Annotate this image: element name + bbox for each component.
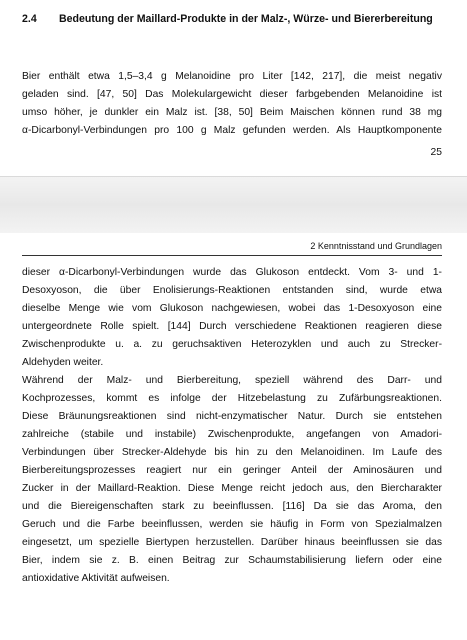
text-line: Bier enthält etwa 1,5–3,4 g Melanoidine pro Liter [142, 217], die meist negativ: [22, 71, 442, 82]
text-line: Während der Malz- und Bierbereitung, speziell während des Darr- und: [22, 375, 442, 386]
text-line: antioxidative Aktivität aufweisen.: [22, 573, 170, 584]
header-rule: [22, 255, 442, 256]
text-line: Desoxyoson, die über Enolisierungs-Reaktionen entstanden sind, wurde etwa: [22, 285, 442, 296]
text-line: Kochprozesses, kommt es infolge der Hitzebelastung zu Zufärbungsreaktionen.: [22, 393, 442, 404]
section-number: 2.4: [22, 13, 37, 25]
text-line: Bierbereitungsprozesses reagiert nur ein geringer Anteil der Aminosäuren und: [22, 465, 442, 476]
text-line: eingesetzt, um spezielle Biertypen herzustellen. Darüber hinaus beeinflussen sie das: [22, 537, 442, 548]
text-line: Diese Bräunungsreaktionen sind nicht-enzymatischer Natur. Durch sie entstehen: [22, 411, 442, 422]
text-line: Verbindungen über Strecker-Aldehyde bis hin zu den Melanoidinen. Im Laufe des: [22, 447, 442, 458]
text-line: Geruch und die Farbe beeinflussen, werden sie häufig in Form von Spezialmalzen: [22, 519, 442, 530]
section-title: Bedeutung der Maillard-Produkte in der Malz-, Würze- und Biererbereitung: [59, 13, 433, 25]
text-line: geladen sind. [47, 50] Das Molekulargewicht dieser farbgebenden Melanoidine ist: [22, 89, 442, 100]
text-line: dieselbe Menge wie vom Glukoson nachgewiesen, wobei das 1-Desoxyoson eine: [22, 303, 442, 314]
page-top: [0, 0, 467, 176]
text-line: Bier, indem sie z. B. einen Beitrag zur Schaumstabilisierung liefern oder eine: [22, 555, 442, 566]
text-line: α-Dicarbonyl-Verbindungen pro 100 g Malz gefunden werden. Als Hauptkomponente: [22, 125, 442, 136]
text-line: umso höher, je dunkler ein Malz ist. [38, 50] Beim Maischen können rund 38 mg: [22, 107, 442, 118]
text-line: Zucker in der Maillard-Reaktion. Diese Menge reicht jedoch aus, den Biercharakter: [22, 483, 442, 494]
page-number: 25: [430, 147, 442, 158]
text-line: untergeordnete Rolle spielt. [144] Durch verschiedene Reaktionen reagieren diese: [22, 321, 442, 332]
text-line: und die Biereigenschaften stark zu beeinflussen. [116] Da sie das Aroma, den: [22, 501, 442, 512]
text-line: Zwischenprodukte u. a. zu geruchsaktiven Heterozyklen und auch zu Strecker-: [22, 339, 442, 350]
page-bottom: [0, 233, 467, 640]
text-line: Aldehyden weiter.: [22, 357, 104, 368]
running-header: 2 Kenntnisstand und Grundlagen: [310, 241, 442, 251]
text-line: dieser α-Dicarbonyl-Verbindungen wurde das Glukoson entdeckt. Vom 3- und 1-: [22, 267, 442, 278]
page-separator: [0, 176, 467, 234]
text-line: zahlreiche (stabile und instabile) Zwischenprodukte, angefangen von Amadori-: [22, 429, 442, 440]
